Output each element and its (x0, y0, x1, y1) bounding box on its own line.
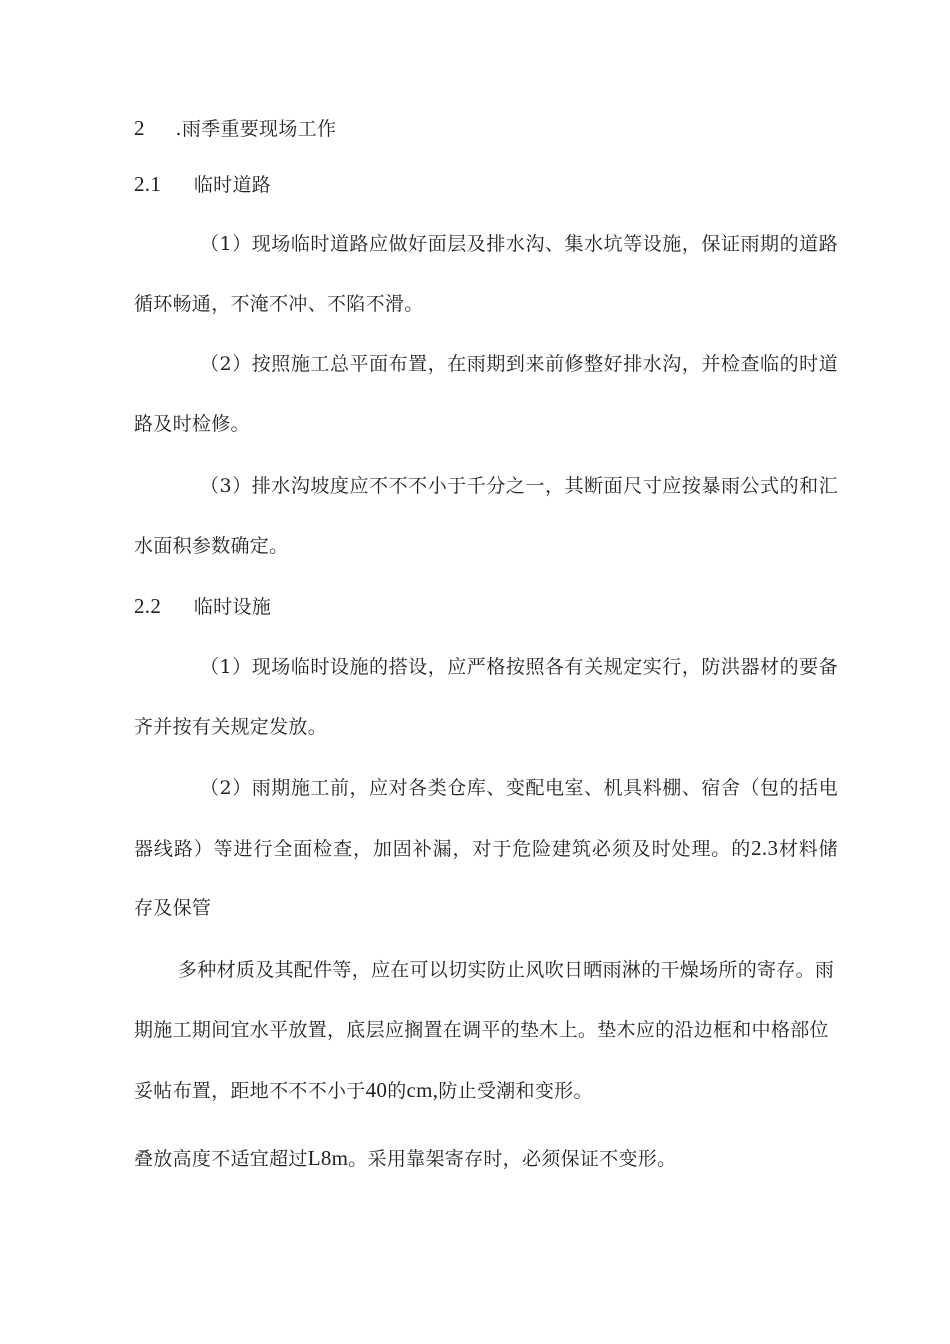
heading-main-text: .雨季重要现场工作 (175, 118, 337, 140)
distance-value: 40 (365, 1078, 388, 1102)
heading-main-number: 2 (134, 116, 145, 140)
section-2-3-inline-title: 材料储 (778, 838, 838, 860)
section-2-2-item-2-line-2-text: 器线路）等进行全面检查，加固补漏，对于危险建筑必须及时处理。的 (134, 838, 752, 860)
section-2-2-heading (134, 594, 271, 619)
section-2-2-number: 2.2 (134, 594, 162, 618)
section-2-2-title: 临时设施 (193, 596, 272, 618)
section-2-3-paragraph-line-3-text-b: 的 (387, 1080, 407, 1102)
section-2-2-item-2-line-3: 存及保管 (134, 897, 212, 919)
section-2-1-number: 2.1 (134, 172, 162, 196)
section-2-3-inline-number: 2.3 (751, 836, 779, 860)
section-2-3-paragraph-line-1: 多种材质及其配件等，应在可以切实防止风吹日晒雨淋的干燥场所的寄存。雨 (178, 959, 835, 981)
distance-unit: cm, (406, 1078, 439, 1102)
section-2-3-last-line-text-b: 。采用靠架寄存时，必须保证不变形。 (348, 1148, 677, 1170)
section-2-2-item-2-line-2 (134, 836, 838, 861)
section-2-1-item-2-line-1: （2）按照施工总平面布置，在雨期到来前修整好排水沟，并检查临的时道 (200, 353, 838, 375)
section-2-2-item-2-line-1: （2）雨期施工前，应对各类仓库、变配电室、机具料棚、宿舍（包的括电 (200, 777, 838, 799)
section-2-3-paragraph-line-2: 期施工期间宜水平放置，底层应搁置在调平的垫木上。垫木应的沿边框和中格部位 (134, 1019, 829, 1041)
section-2-3-last-line-text-a: 叠放高度不适宜超过 (134, 1148, 308, 1170)
section-2-1-item-1-line-2: 循环畅通，不淹不冲、不陷不滑。 (134, 293, 424, 315)
heading-main (134, 116, 336, 141)
section-2-1-item-1-line-1: （1）现场临时道路应做好面层及排水沟、集水坑等设施，保证雨期的道路 (200, 233, 838, 255)
section-2-3-paragraph-line-3-text-c: 防止受潮和变形。 (438, 1080, 593, 1102)
section-2-1-item-2-line-2: 路及时检修。 (134, 413, 250, 435)
section-2-1-item-3-line-2: 水面积参数确定。 (134, 535, 289, 557)
stack-height-value: L8m (307, 1146, 349, 1170)
section-2-3-last-line (134, 1146, 676, 1171)
section-2-1-title: 临时道路 (193, 174, 272, 196)
section-2-2-item-1-line-1: （1）现场临时设施的搭设，应严格按照各有关规定实行，防洪器材的要备 (200, 656, 838, 678)
section-2-1-item-3-line-1: （3）排水沟坡度应不不不小于千分之一，其断面尺寸应按暴雨公式的和汇 (200, 475, 838, 497)
section-2-1-heading (134, 172, 271, 197)
section-2-2-item-1-line-2: 齐并按有关规定发放。 (134, 716, 328, 738)
section-2-3-paragraph-line-3 (134, 1078, 593, 1103)
section-2-3-paragraph-line-3-text-a: 妥帖布置，距地不不不小于 (134, 1080, 366, 1102)
